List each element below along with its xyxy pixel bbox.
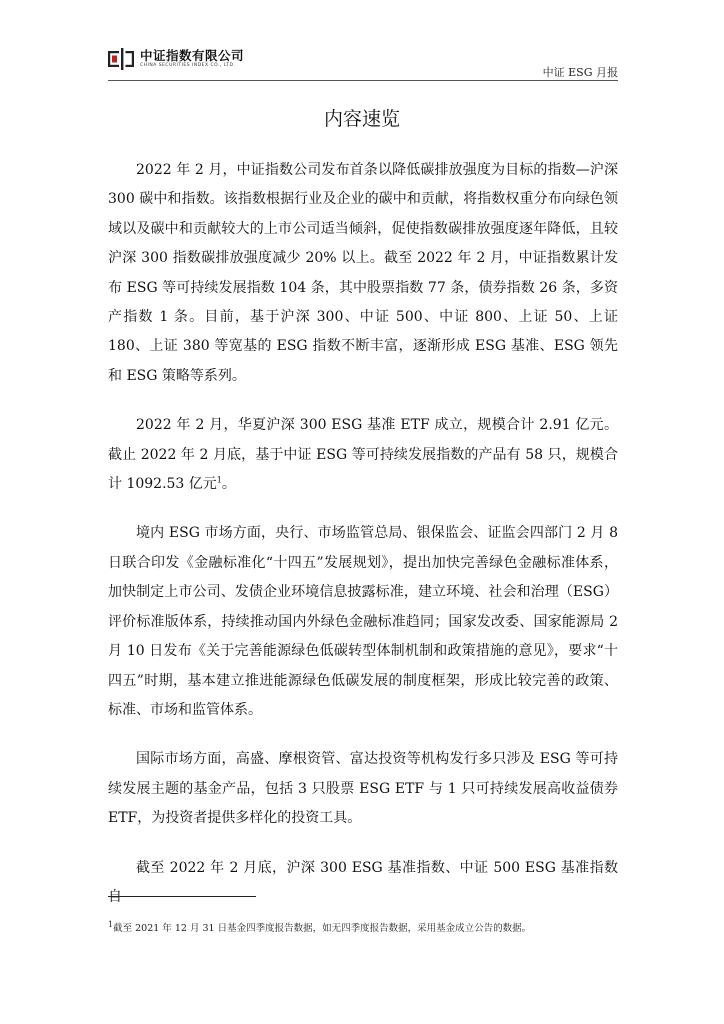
paragraph-carbon-neutral-index: 2022 年 2 月，中证指数公司发布首条以降低碳排放强度为目标的指数—沪深 300 碳中和指数。该指数根据行业及企业的碳中和贡献，将指数权重分布向绿色领域以及碳中和贡献较大的上市公司适当倾斜，促使指数碳排放强度逐年降低，且较沪深 300 指数碳排放强度减少 20% 以上。截至 2022 年 2 月，中证指数累计发布 ESG 等可持续发展指数 104 条，其中股票指数 77 条，债券指数 26 条，多资产指数 1 条。目前，基于沪深 300、中证 500、中证 800、上证 50、上证 180、上证 380 等宽基的 ESG 指数不断丰富，逐渐形成 ESG 基准、ESG 领先和 ESG 策略等系列。	[108, 162, 618, 384]
footnote-reference: 1	[216, 475, 222, 485]
logo-english-name: CHINA SECURITIES INDEX CO., LTD.	[140, 63, 236, 68]
company-logo	[108, 48, 244, 70]
paragraph-international-market: 国际市场方面，高盛、摩根资管、富达投资等机构发行多只涉及 ESG 等可持续发展主题的基金产品，包括 3 只股票 ESG ETF 与 1 只可持续发展高收益债券 ETF，为投资者提供多样化的投资工具。	[108, 751, 618, 827]
logo-chinese-name: 中证指数有限公司	[140, 48, 245, 63]
footnote-text: 截至 2021 年 12 月 31 日基金四季度报告数据，如无四季度报告数据，采用基金成立公告的数据。	[113, 923, 532, 934]
paragraph-index-performance: 截至 2022 年 2 月底，沪深 300 ESG 基准指数、中证 500 ESG 基准指数自	[108, 859, 618, 905]
csi-logo-icon	[108, 48, 134, 70]
paragraph-etf-products-text: 2022 年 2 月，华夏沪深 300 ESG 基准 ETF 成立，规模合计 2.91 亿元。截止 2022 年 2 月底，基于中证 ESG 等可持续发展指数的产品有 58 只，规模合计 1092.53 亿元	[108, 417, 618, 493]
paragraph-etf-products	[108, 411, 618, 499]
paragraph-domestic-market: 境内 ESG 市场方面，央行、市场监管总局、银保监会、证监会四部门 2 月 8 日联合印发《金融标准化“十四五”发展规划》，提出加快完善绿色金融标准体系，加快制定上市公司、发债企业环境信息披露标准，建立环境、社会和治理（ESG）评价标准版体系，持续推动国内外绿色金融标准趋同；国家发改委、国家能源局 2 月 10 日发布《关于完善能源绿色低碳转型体制机制和政策措施的意见》，要求“十四五”时期，基本建立推进能源绿色低碳发展的制度框架，形成比较完善的政策、标准、市场和监管体系。	[108, 525, 618, 718]
page-title: 内容速览	[323, 108, 400, 130]
paragraph-etf-products-end: 。	[221, 476, 236, 493]
footnote	[108, 920, 618, 934]
header-divider	[108, 80, 618, 81]
footnote-mark: 1	[108, 919, 114, 929]
footnote-divider	[108, 896, 256, 897]
page-header	[108, 46, 618, 78]
report-name: 中证 ESG 月报	[542, 66, 618, 79]
document-body	[108, 156, 618, 932]
